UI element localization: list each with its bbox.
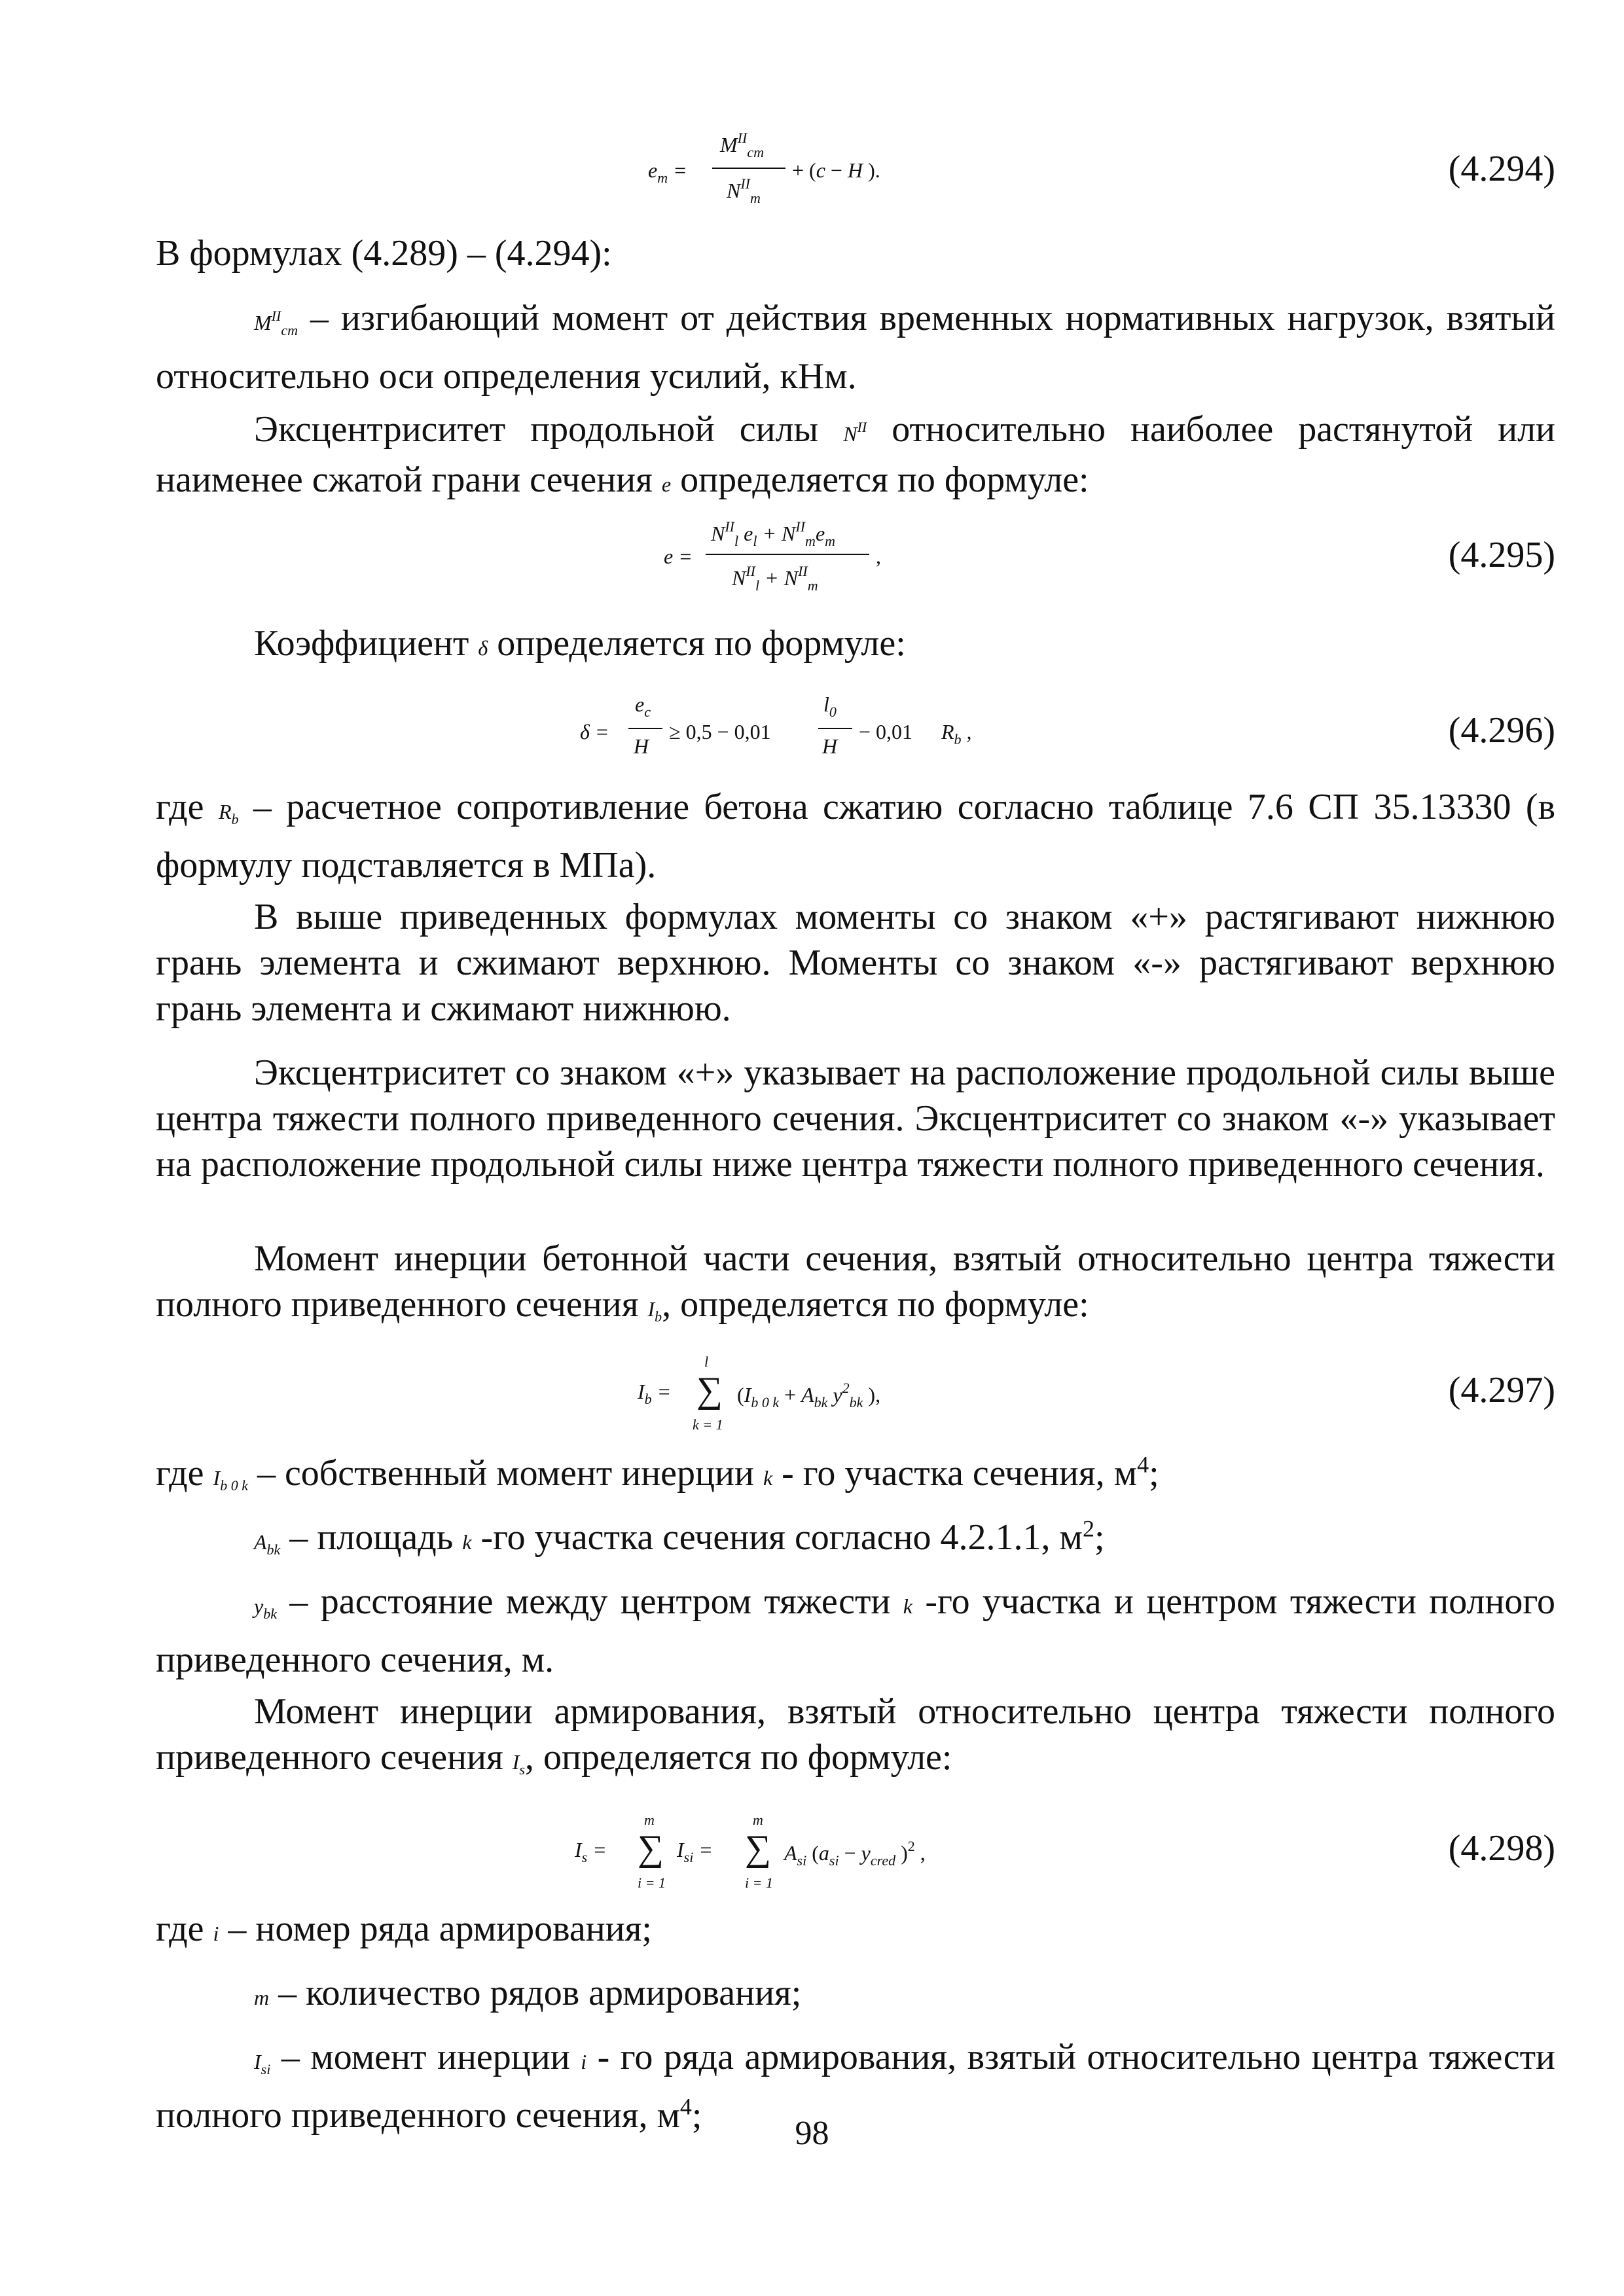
equation-number: (4.296) (1448, 710, 1555, 751)
paragraph-eccentricity-sign: Эксцентриситет со знаком «+» указывает на расположение продольной силы выше центра тяжести полного приведенного сечения. Эксцентриситет со знаком «-» указывает на расположение продольной силы ниже центра тяжести полного приведенного сечения. (156, 1052, 1555, 1185)
paragraph-ib: Момент инерции бетонной части сечения, взятый относительно центра тяжести полного приведенного сечения $I_b$, определяется по формуле: (156, 1238, 1555, 1325)
paragraph-mcm: $M^{II}_{cm}$ – изгибающий момент от действия временных нормативных нагрузок, взятый относительно оси определения усилий, кНм. (156, 298, 1556, 397)
equation-4-295: e = $N^{II}_l$ $e_l + N^{II}_me_m$ $N^{II}_l + N^{II}_m$ , (4.295) (664, 518, 1555, 594)
equation-term: ≥ 0,5 − 0,01 (669, 720, 771, 744)
paragraph-eccentricity: Эксцентриситет продольной силы $N^{II}$ относительно наиболее растянутой или наименее сжатой грани сечения e определяется по формуле: (156, 409, 1555, 500)
paragraph-isi: $I_{si}$ – момент инерции i - го ряда армирования, взятый относительно центра тяжести полного приведенного сечения, $м^4$; (156, 2037, 1556, 2136)
page-number: 98 (795, 2115, 829, 2152)
equation-number: (4.297) (1448, 1370, 1555, 1410)
paragraph-ybk: $y_{bk}$ – расстояние между центром тяжести k -го участка и центром тяжести полного приведенного сечения, м. (156, 1581, 1555, 1680)
equation-number: (4.294) (1448, 149, 1555, 189)
paragraph-is: Момент инерции армирования, взятый относительно центра тяжести полного приведенного сечения $I_s$, определяется по формуле: (156, 1691, 1555, 1778)
equation-number: (4.298) (1448, 1828, 1555, 1869)
paragraph-ib0k: где $I_{b 0 k}$ – собственный момент инерции k - го участка сечения, $м^4$; (156, 1451, 1159, 1494)
paragraph-rb: где $R_b$ – расчетное сопротивление бетона сжатию согласно таблице 7.6 СП 35.13330 (в формулу подставляется в МПа). (156, 787, 1556, 886)
paragraph-m: m – количество рядов армирования; (254, 1973, 802, 2013)
paragraph-i: где i – номер ряда армирования; (156, 1909, 652, 1949)
paragraph-intro: В формулах (4.289) – (4.294): (156, 233, 612, 274)
equation-4-296: δ = $e_c$ H ≥ 0,5 − 0,01 $l_0$ H − 0,01 $R_b$ , (4.296) (580, 692, 1555, 758)
equation-number: (4.295) (1448, 535, 1555, 575)
equation-4-297: $I_b$ = l ∑ k = 1 ($I_{b 0 k} + A_{bk}$ $y^2_{bk}$ ), (4.297) (638, 1354, 1555, 1433)
paragraph-moments: В выше приведенных формулах моменты со знаком «+» растягивают нижнюю грань элемента и сжимают верхнюю. Моменты со знаком «-» растягивают верхнюю грань элемента и сжимают нижнюю. (156, 897, 1555, 1029)
paragraph-abk: $A_{bk}$ – площадь k -го участка сечения согласно 4.2.1.1, $м^2$; (254, 1515, 1105, 1558)
paragraph-coefficient: Коэффициент δ определяется по формуле: (254, 623, 906, 664)
equation-4-298: $I_s$ = m ∑ i = 1 $I_{si}$ = m ∑ i = 1 $A_{si}$ ($a_{si} - y_{cred}$ )$^2$ , (4.298) (575, 1812, 1555, 1891)
equation-4-294: $e_m$ = $M^{II}_{cm}$ $N^{II}_m$ + (c − H ). (4.294) (648, 130, 1555, 206)
equation-term: − 0,01 (859, 720, 913, 744)
